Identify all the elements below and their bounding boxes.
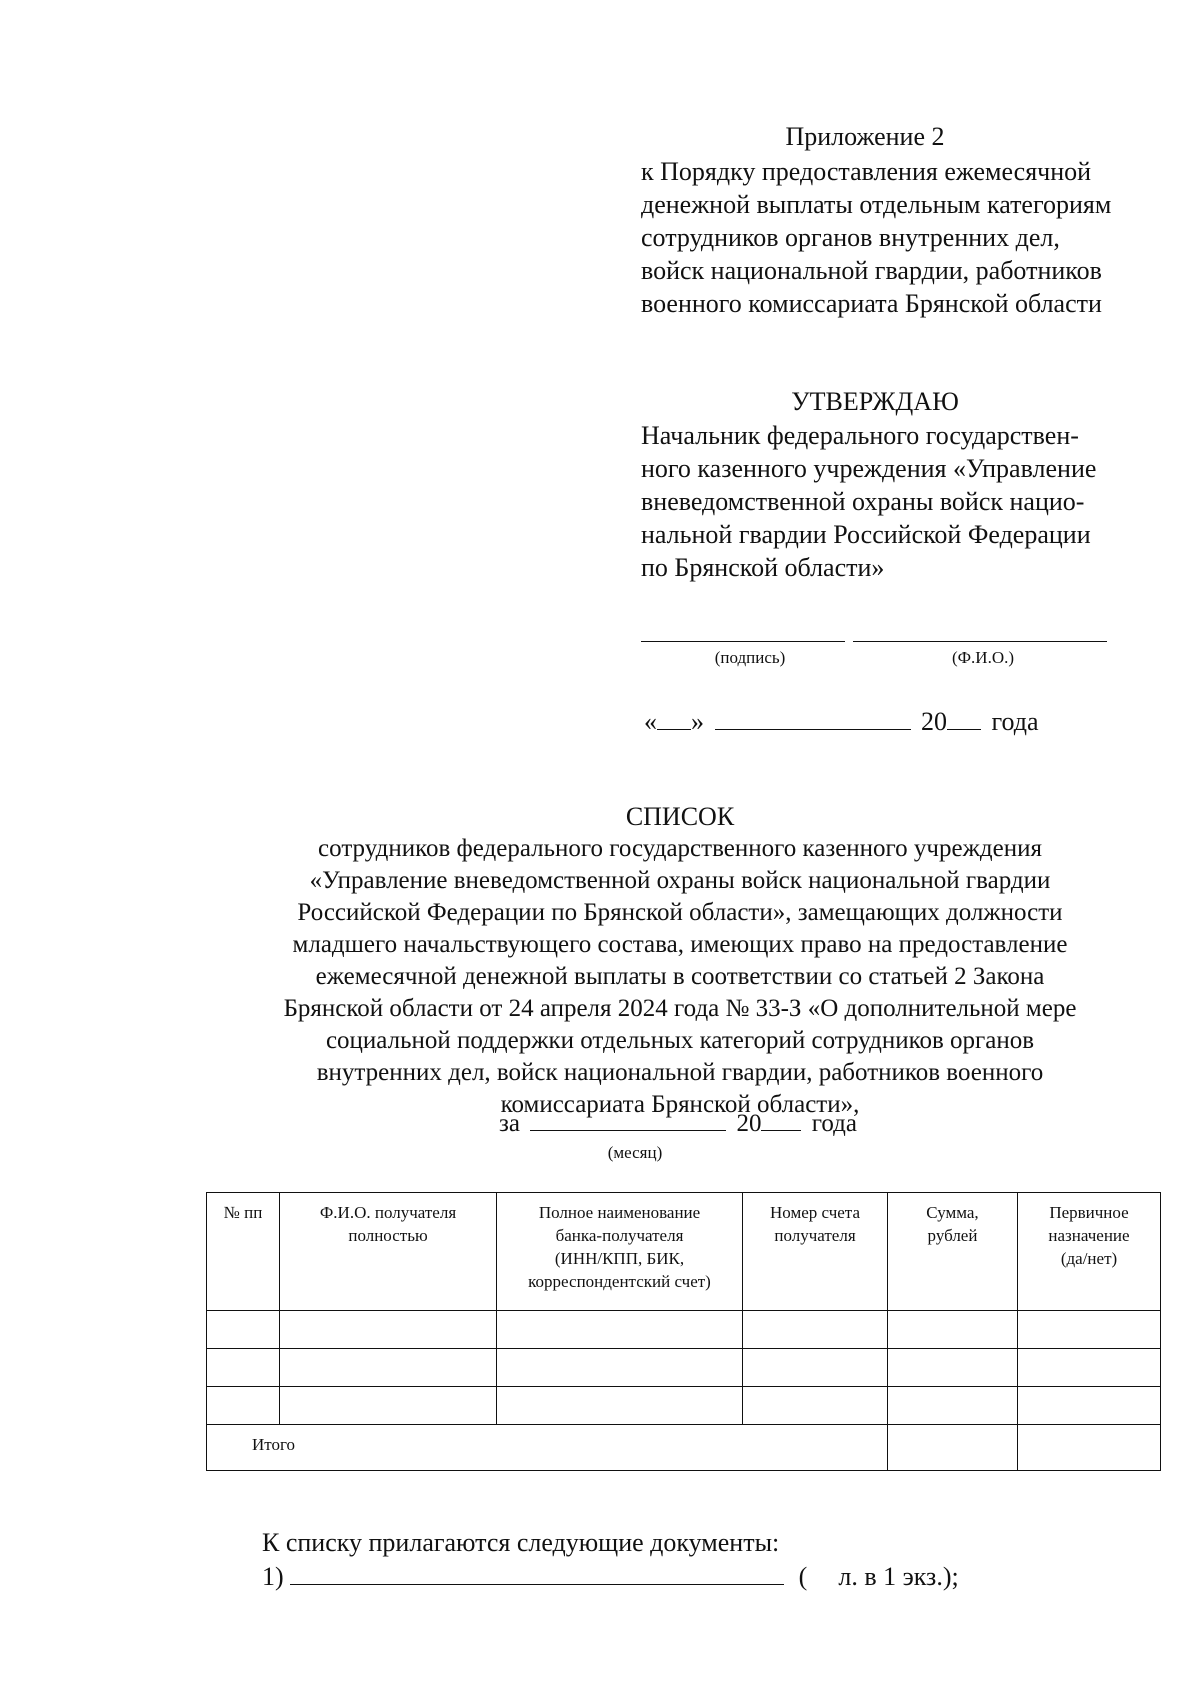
- approval-text: [641, 419, 1181, 584]
- table-cell[interactable]: [743, 1311, 888, 1349]
- list-title: СПИСОК: [625, 802, 735, 831]
- total-primary-cell[interactable]: [1018, 1425, 1161, 1471]
- attachment-blank[interactable]: [290, 1564, 784, 1585]
- table-row: [207, 1387, 1161, 1425]
- period-year-prefix: 20: [736, 1110, 762, 1137]
- pages-blank[interactable]: [814, 1564, 832, 1585]
- table-cell[interactable]: [743, 1349, 888, 1387]
- header-fio: Ф.И.О. получателя полностью: [280, 1193, 497, 1311]
- table-cell[interactable]: [207, 1311, 280, 1349]
- name-label: (Ф.И.О.): [951, 648, 1015, 667]
- list-description: [200, 833, 1160, 1121]
- table-cell[interactable]: [888, 1311, 1018, 1349]
- table-cell[interactable]: [207, 1387, 280, 1425]
- approval-line: нальной гвардии Российской Федерации: [641, 520, 1091, 549]
- month-label: (месяц): [607, 1143, 663, 1162]
- appendix-line: военного комиссариата Брянской области: [641, 289, 1102, 318]
- date-year-suffix: года: [991, 707, 1039, 736]
- attachment-tail: л. в 1 экз.);: [838, 1562, 959, 1591]
- list-line: сотрудников федерального государственного казенного учреждения: [318, 835, 1042, 862]
- approval-heading: УТВЕРЖДАЮ: [791, 387, 959, 416]
- table-cell[interactable]: [497, 1349, 743, 1387]
- header-sum: Сумма, рублей: [888, 1193, 1018, 1311]
- appendix-line: к Порядку предоставления ежемесячной: [641, 157, 1092, 186]
- attachment-item: [262, 1560, 959, 1593]
- appendix-text: [641, 155, 1181, 320]
- header-number: № пп: [207, 1193, 280, 1311]
- header-bank: Полное наименование банка-получателя (ИНН/КПП, БИК, корреспондентский счет): [497, 1193, 743, 1311]
- approval-line: Начальник федерального государствен-: [641, 421, 1079, 450]
- appendix-line: сотрудников органов внутренних дел,: [641, 223, 1060, 252]
- table-cell[interactable]: [207, 1349, 280, 1387]
- approval-line: по Брянской области»: [641, 553, 885, 582]
- total-label: Итого: [207, 1425, 888, 1471]
- table-row: [207, 1311, 1161, 1349]
- table-cell[interactable]: [280, 1311, 497, 1349]
- list-line: комиссариата Брянской области»,: [500, 1091, 860, 1118]
- appendix-line: войск национальной гвардии, работников: [641, 256, 1102, 285]
- list-line: Брянской области от 24 апреля 2024 года № 33-З «О дополнительной мере: [283, 995, 1077, 1022]
- table-total-row: [207, 1425, 1161, 1471]
- table-cell[interactable]: [888, 1387, 1018, 1425]
- approval-date: [644, 705, 1039, 738]
- header-primary: Первичное назначение (да/нет): [1018, 1193, 1161, 1311]
- approval-line: ного казенного учреждения «Управление: [641, 454, 1097, 483]
- header-account: Номер счета получателя: [743, 1193, 888, 1311]
- year-blank[interactable]: [947, 709, 981, 730]
- period-year-suffix: года: [811, 1110, 857, 1137]
- table-cell[interactable]: [280, 1387, 497, 1425]
- table-row: [207, 1349, 1161, 1387]
- date-year-prefix: 20: [921, 707, 947, 736]
- approval-line: вневедомственной охраны войск нацио-: [641, 487, 1085, 516]
- period-year-blank[interactable]: [761, 1110, 801, 1131]
- table-cell[interactable]: [280, 1349, 497, 1387]
- recipients-table: [206, 1192, 1161, 1471]
- date-open-quote: «: [644, 707, 657, 736]
- list-line: внутренних дел, войск национальной гвардии, работников военного: [316, 1059, 1044, 1086]
- attachment-number: 1): [262, 1562, 284, 1591]
- list-line: младшего начальствующего состава, имеющих право на предоставление: [292, 931, 1068, 958]
- table-cell[interactable]: [1018, 1311, 1161, 1349]
- period-line: [499, 1108, 857, 1140]
- appendix-title: Приложение 2: [785, 122, 945, 151]
- attachments-heading: К списку прилагаются следующие документы:: [262, 1528, 780, 1557]
- appendix-line: денежной выплаты отдельным категориям: [641, 190, 1112, 219]
- table-cell[interactable]: [497, 1387, 743, 1425]
- day-blank[interactable]: [657, 709, 691, 730]
- list-line: социальной поддержки отдельных категорий сотрудников органов: [325, 1027, 1035, 1054]
- period-month-blank[interactable]: [530, 1110, 726, 1131]
- signature-line[interactable]: [641, 641, 845, 642]
- list-line: Российской Федерации по Брянской области», замещающих должности: [297, 899, 1063, 926]
- table-cell[interactable]: [1018, 1349, 1161, 1387]
- signature-label: (подпись): [714, 648, 786, 667]
- name-line[interactable]: [853, 641, 1107, 642]
- total-sum-cell[interactable]: [888, 1425, 1018, 1471]
- period-prefix: за: [499, 1110, 520, 1137]
- table-cell[interactable]: [497, 1311, 743, 1349]
- attachment-open-paren: (: [798, 1562, 808, 1591]
- table-cell[interactable]: [1018, 1387, 1161, 1425]
- table-cell[interactable]: [743, 1387, 888, 1425]
- list-line: «Управление вневедомственной охраны войск национальной гвардии: [309, 867, 1051, 894]
- list-line: ежемесячной денежной выплаты в соответствии со статьей 2 Закона: [315, 963, 1045, 990]
- month-blank[interactable]: [715, 709, 911, 730]
- table-header-row: [207, 1193, 1161, 1311]
- date-close-quote: »: [691, 707, 704, 736]
- table-cell[interactable]: [888, 1349, 1018, 1387]
